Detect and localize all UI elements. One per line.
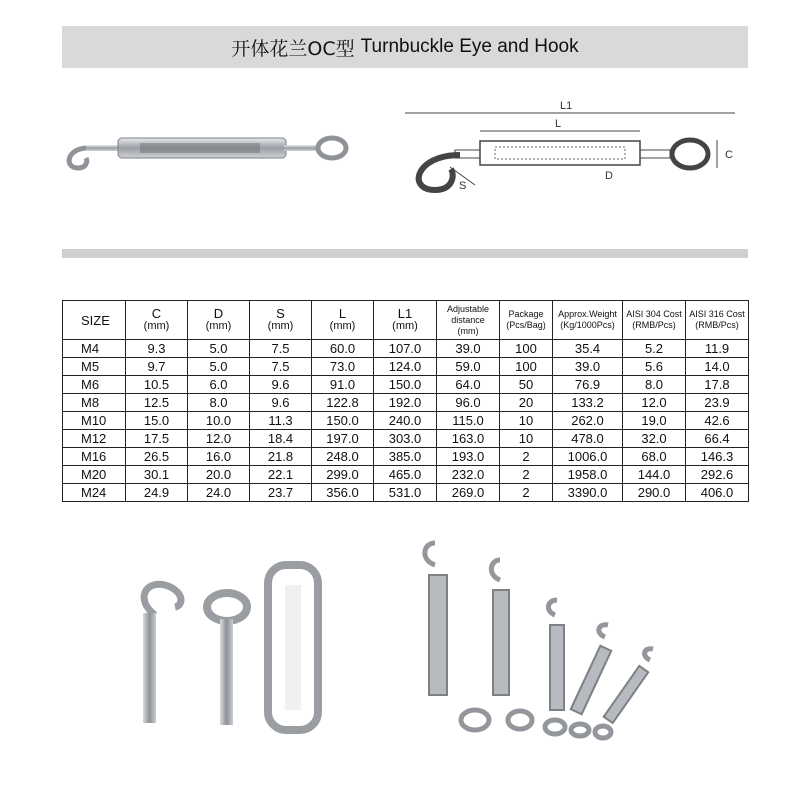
section-divider	[62, 249, 748, 258]
table-cell: 50	[500, 376, 553, 394]
size-cell: M5	[63, 358, 126, 376]
table-cell: 2	[500, 448, 553, 466]
turnbuckle-parts-photo	[125, 555, 335, 755]
table-cell: 248.0	[312, 448, 374, 466]
size-cell: M4	[63, 340, 126, 358]
table-cell: 240.0	[374, 412, 437, 430]
table-cell: 197.0	[312, 430, 374, 448]
header-size: SIZE	[63, 301, 126, 340]
table-row	[63, 394, 749, 412]
l1-label: L1	[560, 100, 573, 112]
table-cell: 5.0	[188, 340, 250, 358]
header-adjustable: Adjustable distance (mm)	[437, 301, 500, 340]
table-cell: 26.5	[126, 448, 188, 466]
table-cell: 59.0	[437, 358, 500, 376]
table-cell: 150.0	[374, 376, 437, 394]
table-cell: 76.9	[553, 376, 623, 394]
table-cell: 232.0	[437, 466, 500, 484]
table-cell: 10	[500, 412, 553, 430]
table-cell: 24.9	[126, 484, 188, 502]
table-cell: 192.0	[374, 394, 437, 412]
table-cell: 42.6	[686, 412, 749, 430]
table-cell: 9.3	[126, 340, 188, 358]
table-cell: 1006.0	[553, 448, 623, 466]
table-cell: 20	[500, 394, 553, 412]
header-package: Package (Pcs/Bag)	[500, 301, 553, 340]
table-cell: 10.0	[188, 412, 250, 430]
table-cell: 19.0	[623, 412, 686, 430]
table-cell: 10	[500, 430, 553, 448]
table-cell: 22.1	[250, 466, 312, 484]
table-cell: 10.5	[126, 376, 188, 394]
table-cell: 12.0	[188, 430, 250, 448]
table-cell: 100	[500, 358, 553, 376]
table-cell: 73.0	[312, 358, 374, 376]
table-header-row	[63, 301, 749, 340]
table-cell: 122.8	[312, 394, 374, 412]
table-cell: 385.0	[374, 448, 437, 466]
table-cell: 5.6	[623, 358, 686, 376]
table-cell: 23.9	[686, 394, 749, 412]
table-cell: 7.5	[250, 340, 312, 358]
size-cell: M12	[63, 430, 126, 448]
table-cell: 269.0	[437, 484, 500, 502]
table-cell: 5.0	[188, 358, 250, 376]
table-cell: 12.5	[126, 394, 188, 412]
table-cell: 11.3	[250, 412, 312, 430]
table-cell: 3390.0	[553, 484, 623, 502]
table-row	[63, 448, 749, 466]
table-cell: 262.0	[553, 412, 623, 430]
technical-drawing	[395, 95, 755, 205]
table-cell: 66.4	[686, 430, 749, 448]
table-cell: 39.0	[553, 358, 623, 376]
table-cell: 96.0	[437, 394, 500, 412]
table-cell: 24.0	[188, 484, 250, 502]
table-cell: 17.5	[126, 430, 188, 448]
table-cell: 9.6	[250, 376, 312, 394]
table-cell: 8.0	[623, 376, 686, 394]
table-row	[63, 430, 749, 448]
table-cell: 406.0	[686, 484, 749, 502]
table-cell: 9.7	[126, 358, 188, 376]
table-row	[63, 340, 749, 358]
title-banner	[62, 26, 748, 68]
table-cell: 91.0	[312, 376, 374, 394]
table-cell: 15.0	[126, 412, 188, 430]
table-body	[63, 340, 749, 502]
table-cell: 356.0	[312, 484, 374, 502]
size-cell: M6	[63, 376, 126, 394]
table-cell: 20.0	[188, 466, 250, 484]
table-row	[63, 466, 749, 484]
size-cell: M20	[63, 466, 126, 484]
header-l1: L1 (mm)	[374, 301, 437, 340]
title-chinese: 开体花兰OC型	[231, 37, 355, 60]
table-cell: 12.0	[623, 394, 686, 412]
table-cell: 303.0	[374, 430, 437, 448]
header-weight: Approx.Weight (Kg/1000Pcs)	[553, 301, 623, 340]
table-cell: 465.0	[374, 466, 437, 484]
turnbuckle-photo	[60, 118, 360, 178]
size-cell: M8	[63, 394, 126, 412]
header-d: D (mm)	[188, 301, 250, 340]
table-cell: 68.0	[623, 448, 686, 466]
table-cell: 7.5	[250, 358, 312, 376]
table-cell: 2	[500, 484, 553, 502]
table-cell: 11.9	[686, 340, 749, 358]
table-cell: 17.8	[686, 376, 749, 394]
d-label: D	[605, 170, 613, 182]
table-cell: 193.0	[437, 448, 500, 466]
table-cell: 133.2	[553, 394, 623, 412]
header-s: S (mm)	[250, 301, 312, 340]
table-cell: 299.0	[312, 466, 374, 484]
table-cell: 8.0	[188, 394, 250, 412]
table-cell: 39.0	[437, 340, 500, 358]
size-cell: M16	[63, 448, 126, 466]
table-cell: 292.6	[686, 466, 749, 484]
table-cell: 2	[500, 466, 553, 484]
table-cell: 1958.0	[553, 466, 623, 484]
table-cell: 124.0	[374, 358, 437, 376]
header-l: L (mm)	[312, 301, 374, 340]
header-aisi316: AISI 316 Cost (RMB/Pcs)	[686, 301, 749, 340]
size-cell: M24	[63, 484, 126, 502]
table-row	[63, 484, 749, 502]
table-cell: 32.0	[623, 430, 686, 448]
table-cell: 35.4	[553, 340, 623, 358]
table-cell: 478.0	[553, 430, 623, 448]
table-cell: 14.0	[686, 358, 749, 376]
table-cell: 163.0	[437, 430, 500, 448]
table-cell: 290.0	[623, 484, 686, 502]
table-cell: 150.0	[312, 412, 374, 430]
table-cell: 6.0	[188, 376, 250, 394]
table-row	[63, 412, 749, 430]
header-aisi304: AISI 304 Cost (RMB/Pcs)	[623, 301, 686, 340]
header-c: C (mm)	[126, 301, 188, 340]
table-cell: 115.0	[437, 412, 500, 430]
table-cell: 531.0	[374, 484, 437, 502]
title-english: Turnbuckle Eye and Hook	[360, 36, 579, 57]
table-cell: 30.1	[126, 466, 188, 484]
l-label: L	[555, 118, 562, 130]
s-label: S	[459, 180, 467, 192]
table-row	[63, 376, 749, 394]
table-cell: 146.3	[686, 448, 749, 466]
table-row	[63, 358, 749, 376]
table-cell: 23.7	[250, 484, 312, 502]
spec-table	[62, 300, 749, 502]
table-cell: 144.0	[623, 466, 686, 484]
table-cell: 64.0	[437, 376, 500, 394]
turnbuckle-set-photo	[405, 535, 675, 750]
table-cell: 9.6	[250, 394, 312, 412]
table-cell: 60.0	[312, 340, 374, 358]
table-cell: 16.0	[188, 448, 250, 466]
table-cell: 18.4	[250, 430, 312, 448]
table-cell: 107.0	[374, 340, 437, 358]
table-cell: 5.2	[623, 340, 686, 358]
table-cell: 100	[500, 340, 553, 358]
table-cell: 21.8	[250, 448, 312, 466]
c-label: C	[725, 149, 733, 161]
size-cell: M10	[63, 412, 126, 430]
